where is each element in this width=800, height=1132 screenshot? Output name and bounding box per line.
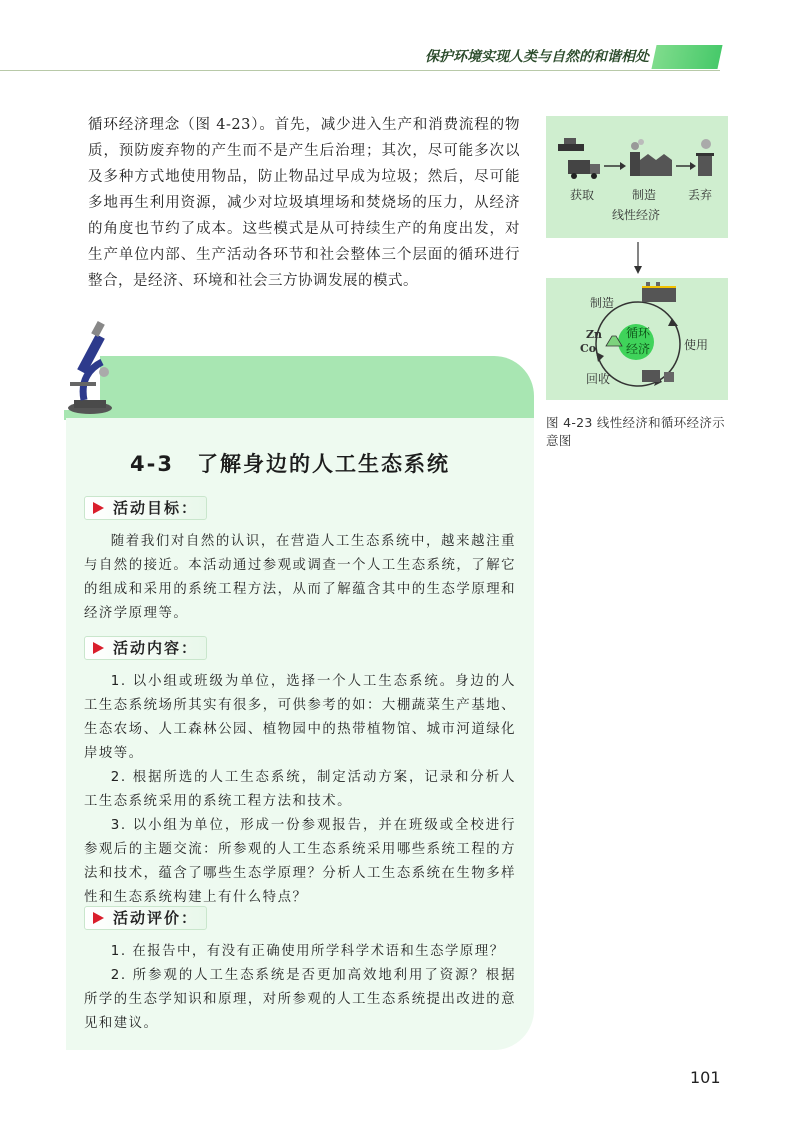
content-item: 3. 以小组为单位，形成一份参观报告，并在班级或全校进行参观后的主题交流：所参观的人工生态系统采用哪些系统工程的方法和技术，蕴含了哪些生态学原理？分析人工生态系统在生物多样性和生态系统构建上有什么特点？	[84, 818, 516, 905]
content-label-text: 活动内容：	[113, 639, 199, 657]
activity-content-label	[84, 636, 207, 660]
circular-center-line2: 经济	[626, 342, 651, 356]
circular-recycle: 回收	[586, 372, 611, 386]
linear-step-discard: 丢弃	[688, 188, 713, 202]
content-item: 2. 根据所选的人工生态系统，制定活动方案，记录和分析人工生态系统采用的系统工程方法和技术。	[84, 770, 516, 809]
header-title: 保护环境实现人类与自然的和谐相处	[425, 49, 649, 65]
activity-header-band	[100, 356, 534, 418]
linear-step-make: 制造	[632, 188, 657, 202]
circular-make: 制造	[590, 296, 615, 310]
red-arrow-icon	[93, 502, 104, 514]
goal-text: 随着我们对自然的认识，在营造人工生态系统中，越来越注重与自然的接近。本活动通过参观或调查一个人工生态系统，了解它的组成和采用的系统工程方法，从而了解蕴含其中的生态学原理和经济学原理等。	[84, 534, 516, 621]
element-zn: Zn	[586, 328, 603, 341]
goal-label-text: 活动目标：	[113, 499, 199, 517]
eval-item: 2. 所参观的人工生态系统是否更加高效地利用了资源？根据所学的生态学知识和原理，对所参观的人工生态系统提出改进的意见和建议。	[84, 968, 516, 1031]
linear-economy-label: 线性经济	[612, 208, 661, 222]
trash-can-icon	[696, 139, 714, 176]
figure-caption: 图 4-23 线性经济和循环经济示意图	[546, 415, 725, 448]
red-arrow-icon	[93, 642, 104, 654]
ship-icon	[558, 138, 584, 151]
activity-eval-label	[84, 906, 207, 930]
page-number: 101	[690, 1068, 721, 1087]
red-arrow-icon	[93, 912, 104, 924]
microscope-icon	[60, 316, 120, 416]
factory-icon	[630, 139, 672, 176]
factory-icon	[642, 282, 676, 302]
circular-use: 使用	[684, 338, 709, 352]
header-rule	[0, 70, 720, 71]
activity-title: 4-3 了解身边的人工生态系统	[130, 452, 450, 476]
content-item: 1. 以小组或班级为单位，选择一个人工生态系统。身边的人工生态系统场所其实有很多，可供参考的如：大棚蔬菜生产基地、生态农场、人工森林公园、植物园中的热带植物馆、城市河道绿化岸坡等。	[84, 674, 516, 761]
eval-item: 1. 在报告中，有没有正确使用所学科学术语和生态学原理？	[110, 944, 505, 959]
eval-label-text: 活动评价：	[113, 909, 199, 927]
element-co: Co	[580, 342, 597, 355]
circular-center-line1: 循环	[626, 326, 651, 340]
header-accent-tab	[651, 45, 722, 69]
truck-icon	[568, 160, 600, 179]
linear-economy-box	[546, 116, 728, 238]
linear-step-acquire: 获取	[570, 188, 595, 202]
down-arrow-icon	[628, 240, 648, 276]
intro-paragraph: 循环经济理念（图 4-23）。首先，减少进入生产和消费流程的物质，预防废弃物的产生而不是产生后治理；其次，尽可能多次以及多种方式地使用物品，防止物品过早成为垃圾；然后，尽可能多地再生利用资源，减少对垃圾填埋场和焚烧场的压力，从经济的角度也节约了成本。这些模式是从可持续生产的角度出发，对生产单位内部、生产活动各环节和社会整体三个层面的循环进行整合，是经济、环境和社会三方协调发展的模式。	[88, 117, 520, 289]
circular-economy-box	[546, 278, 728, 400]
activity-goal-label	[84, 496, 207, 520]
